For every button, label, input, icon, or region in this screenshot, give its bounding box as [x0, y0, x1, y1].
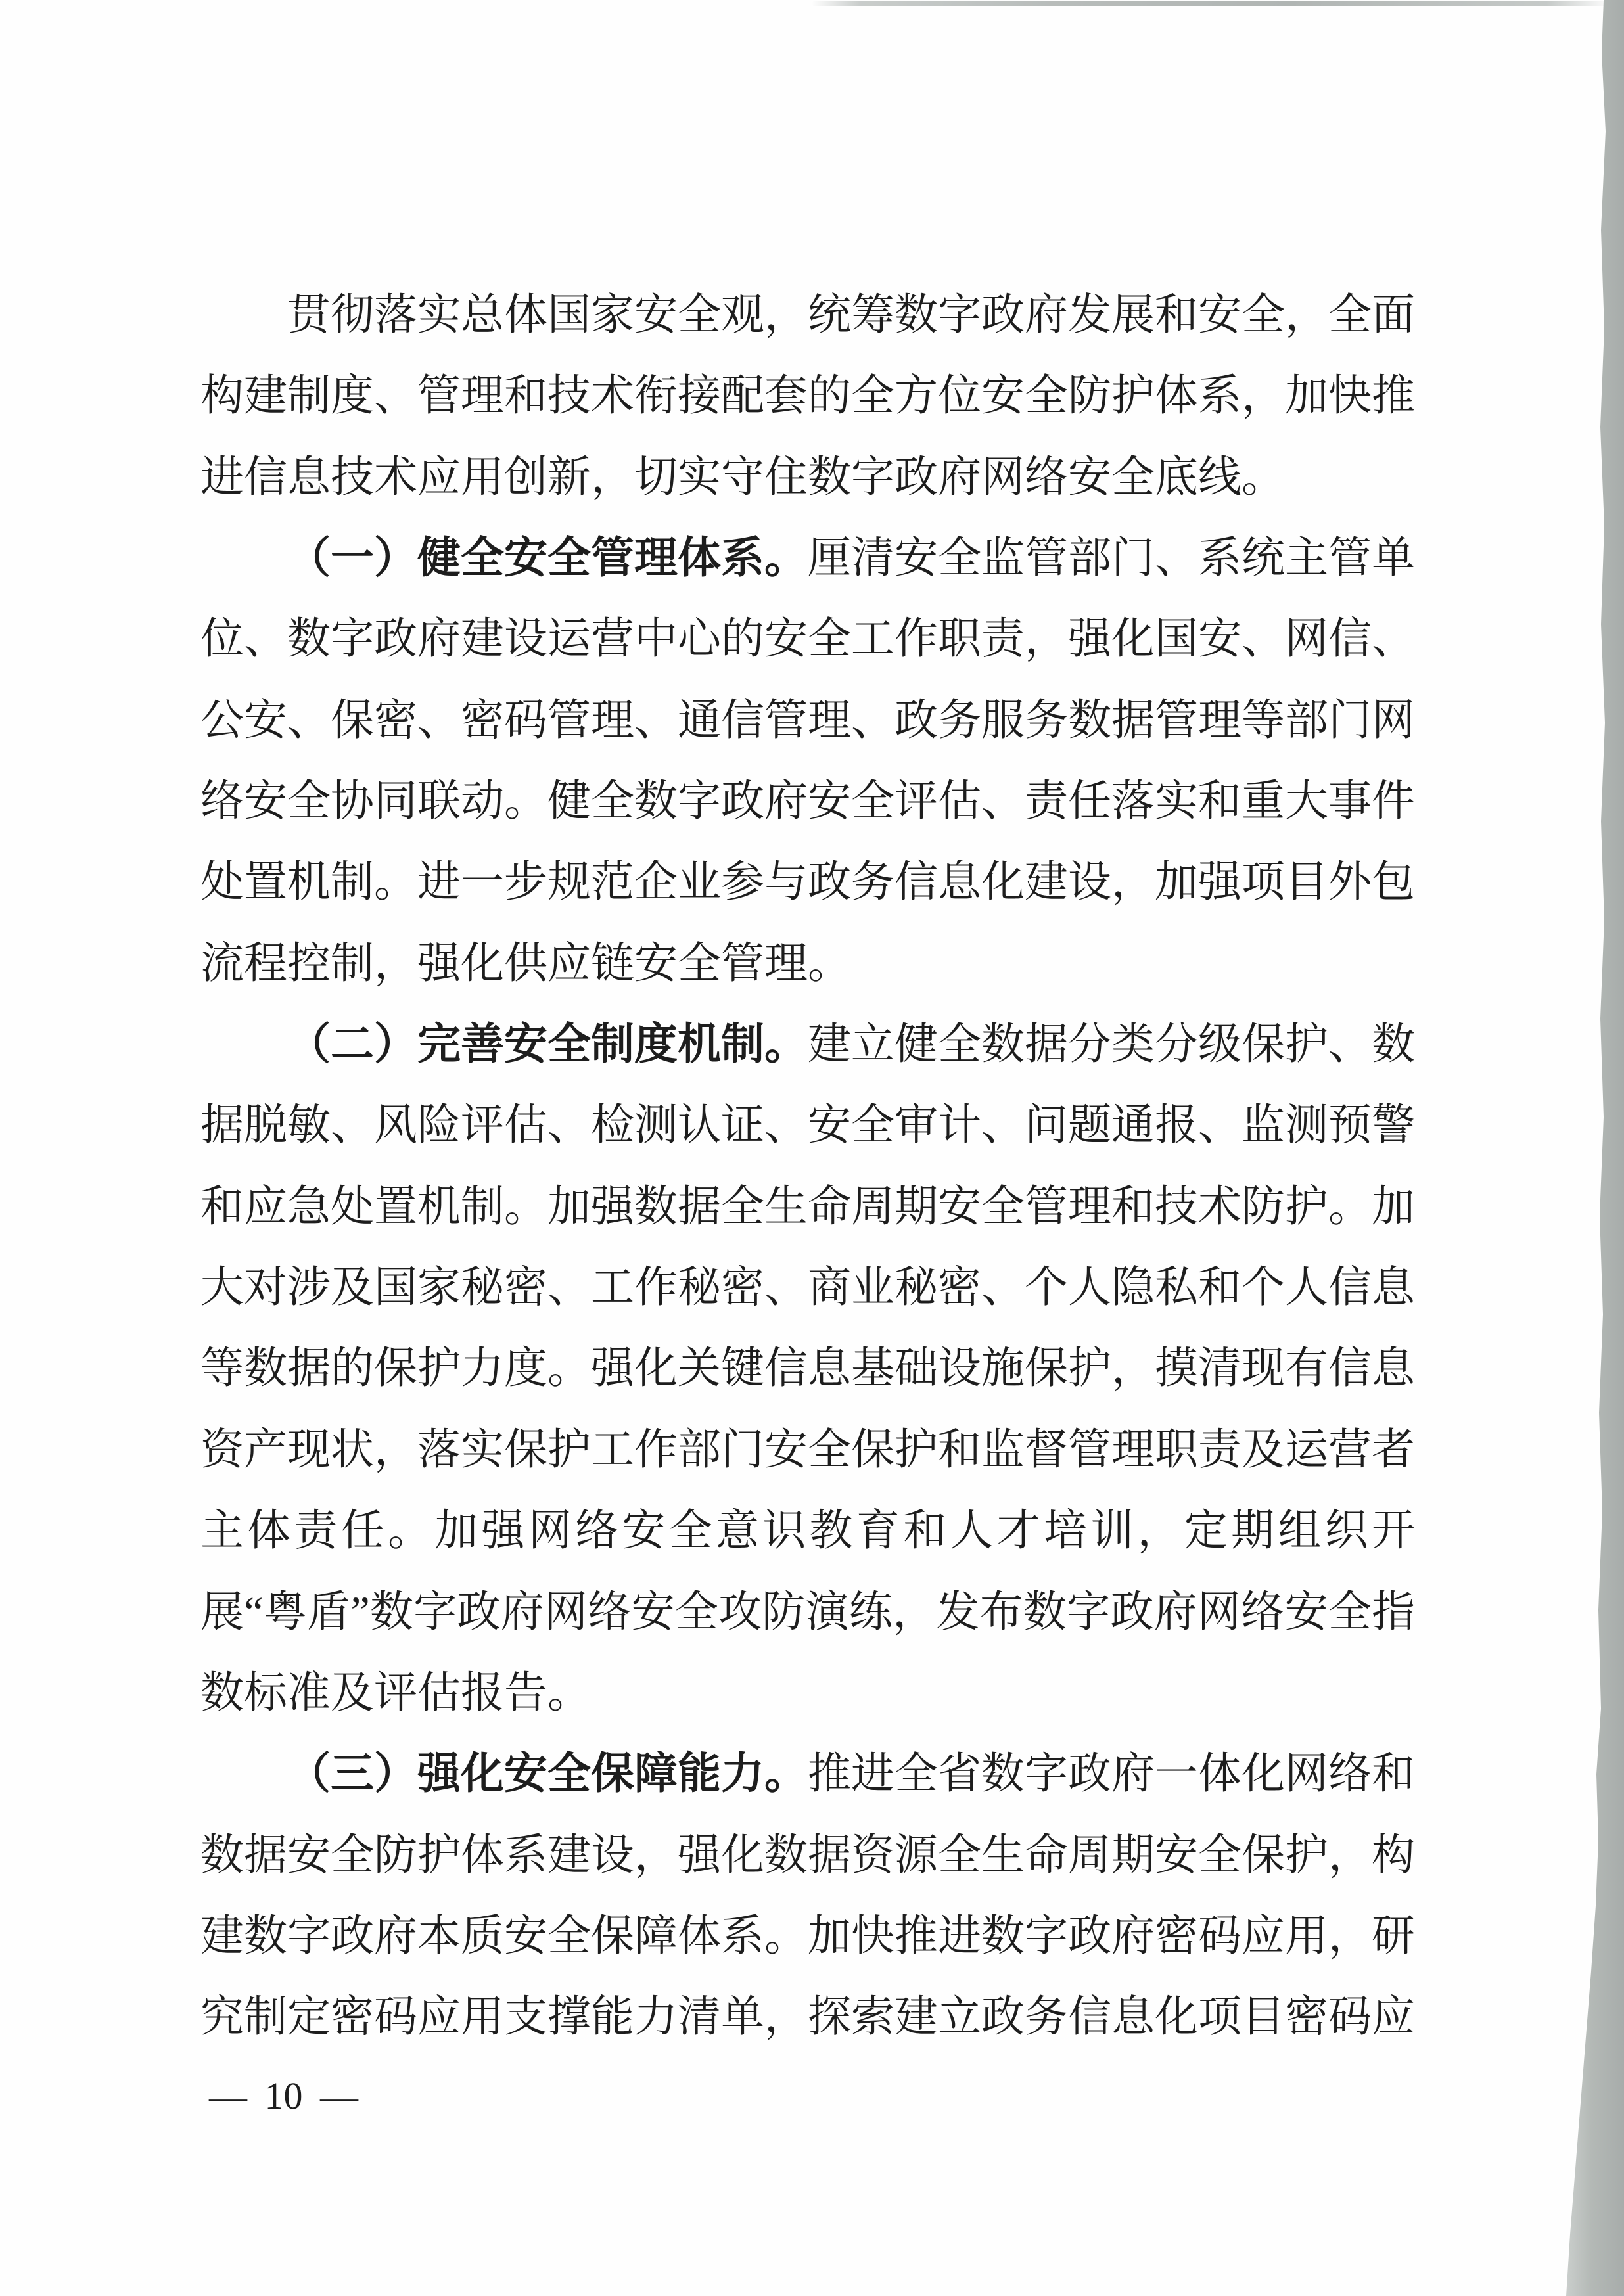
- document-body: [200, 275, 1415, 2058]
- paragraph-intro: [200, 275, 1415, 518]
- paragraph-section-2: [200, 1004, 1415, 1733]
- scan-artifact-top-edge: [812, 1, 1611, 6]
- section-2-heading: （二）完善安全制度机制。: [287, 1021, 808, 1069]
- paragraph-text: 贯彻落实总体国家安全观，统筹数字政府发展和安全，全面构建制度、管理和技术衔接配套的全方位安全防护体系，加快推进信息技术应用创新，切实守住数字政府网络安全底线。: [200, 291, 1415, 501]
- paragraph-section-1: [200, 518, 1415, 1004]
- paragraph-text: 建立健全数据分类分级保护、数据脱敏、风险评估、检测认证、安全审计、问题通报、监测预警和应急处置机制。加强数据全生命周期安全管理和技术防护。加大对涉及国家秘密、工作秘密、商业秘密、个人隐私和个人信息等数据的保护力度。强化关键信息基础设施保护，摸清现有信息资产现状，落实保护工作部门安全保护和监督管理职责及运营者主体责任。加强网络安全意识教育和人才培训，定期组织开展“粤盾”数字政府网络安全攻防演练，发布数字政府网络安全指数标准及评估报告。: [200, 1021, 1415, 1717]
- paragraph-text: 厘清安全监管部门、系统主管单位、数字政府建设运营中心的安全工作职责，强化国安、网信、公安、保密、密码管理、通信管理、政务服务数据管理等部门网络安全协同联动。健全数字政府安全评估、责任落实和重大事件处置机制。进一步规范企业参与政务信息化建设，加强项目外包流程控制，强化供应链安全管理。: [200, 534, 1415, 988]
- section-3-heading: （三）强化安全保障能力。: [287, 1750, 808, 1799]
- paragraph-text: 推进全省数字政府一体化网络和数据安全防护体系建设，强化数据资源全生命周期安全保护，构建数字政府本质安全保障体系。加快推进数字政府密码应用，研究制定密码应用支撑能力清单，探索建立政务信息化项目密码应: [200, 1750, 1415, 2042]
- section-1-heading: （一）健全安全管理体系。: [287, 534, 808, 583]
- page-number: — 10 —: [209, 2075, 358, 2117]
- paragraph-section-3: [200, 1733, 1415, 2057]
